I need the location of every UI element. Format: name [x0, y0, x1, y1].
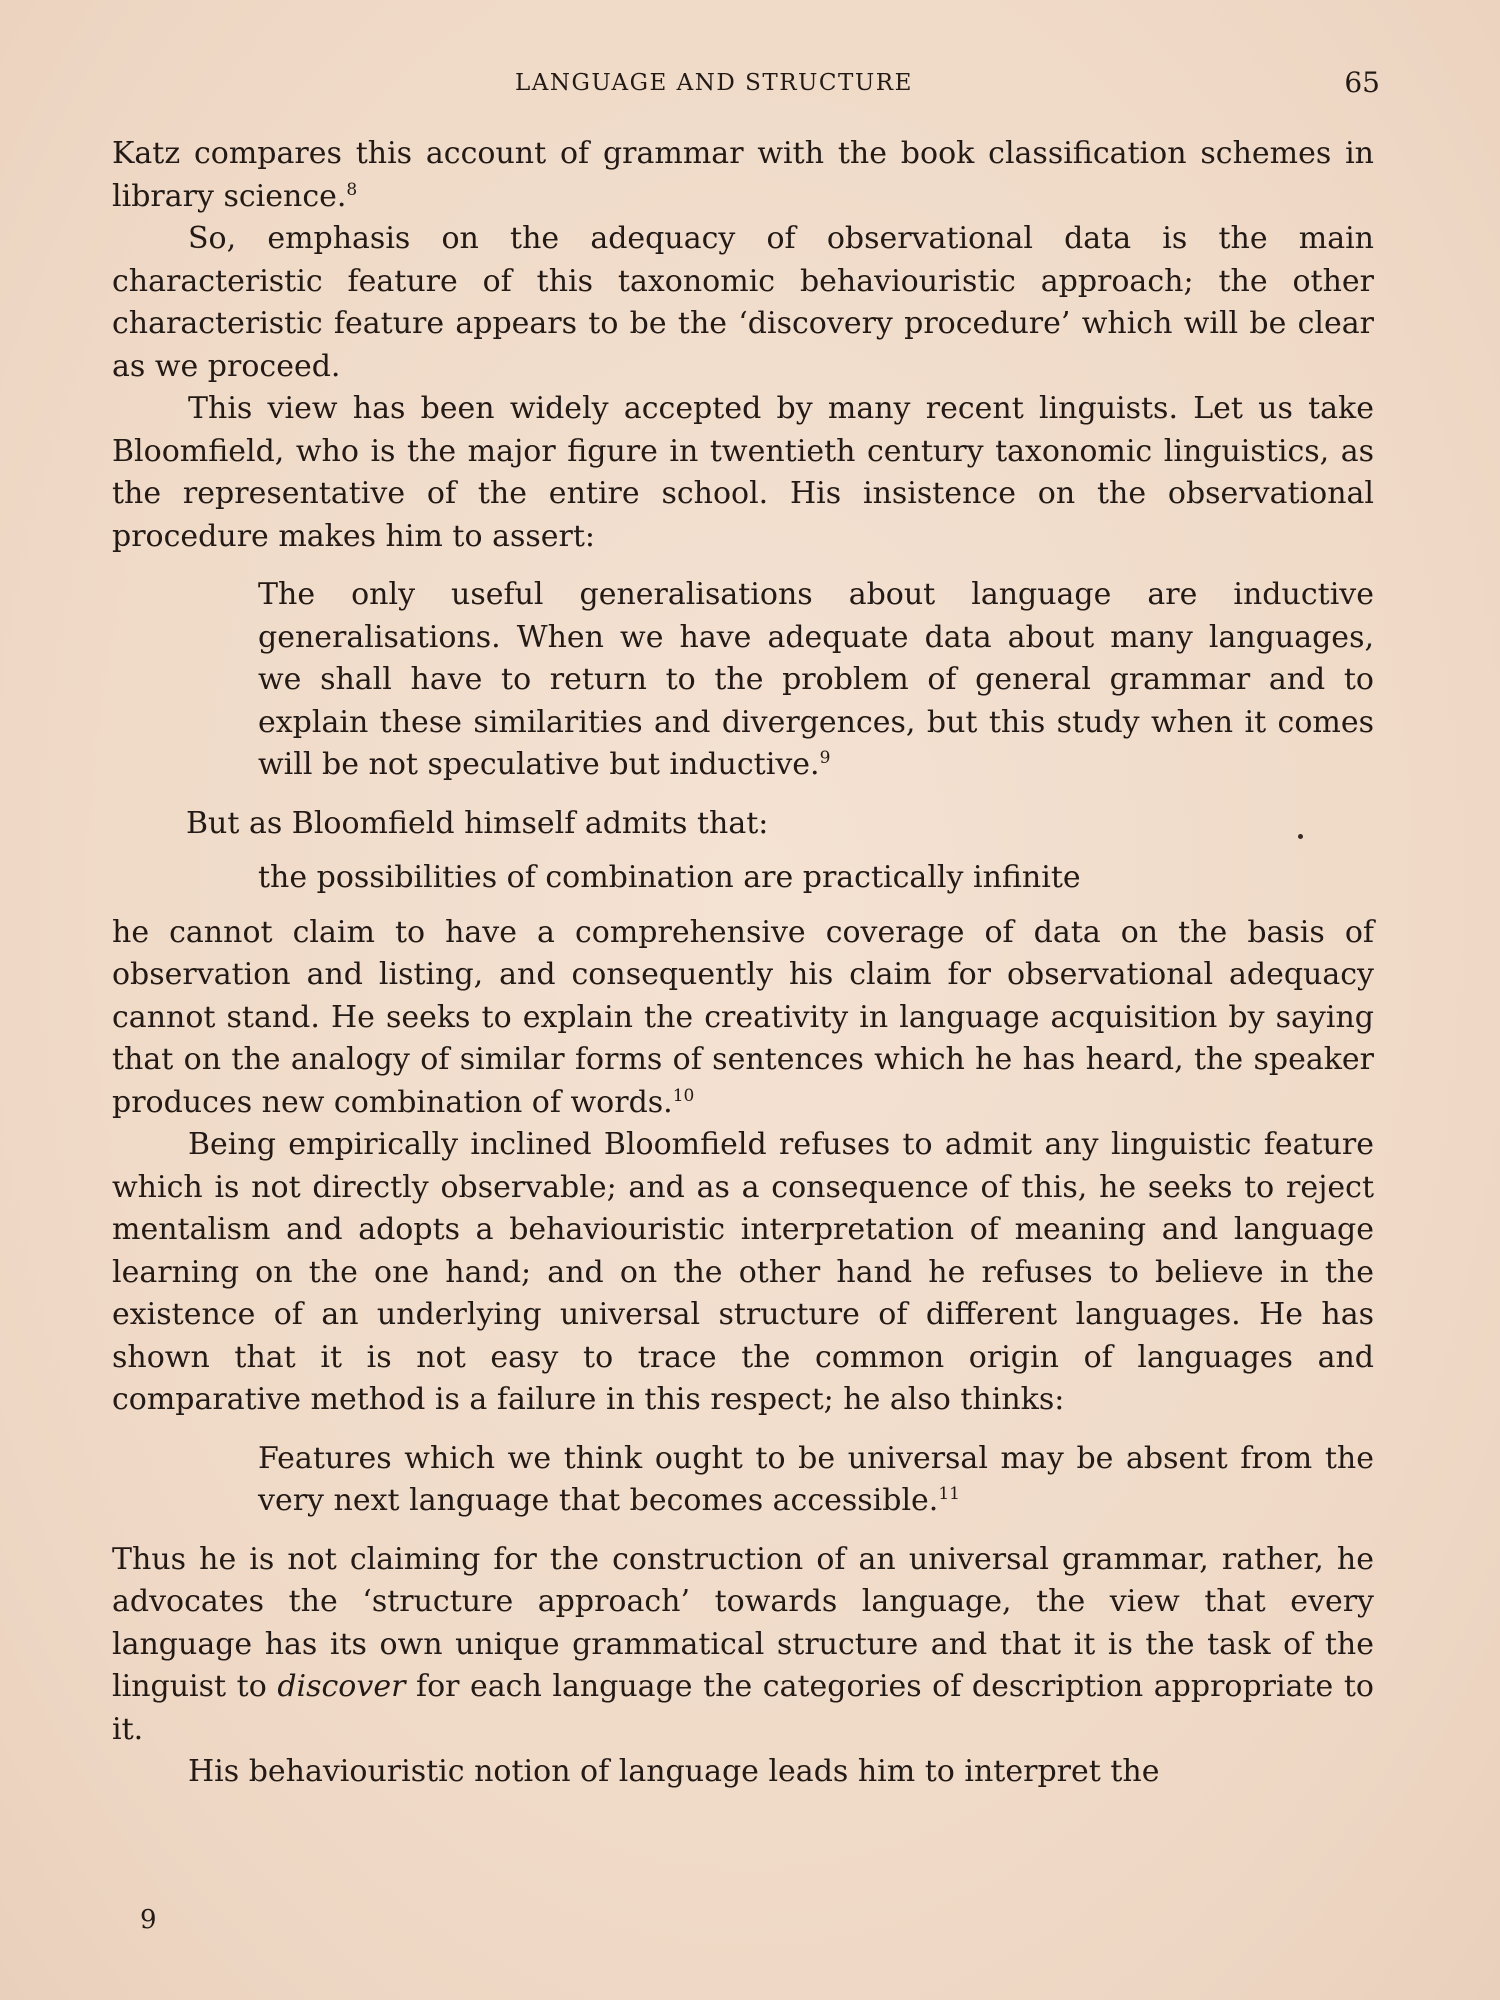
footnote-ref-9: 9	[819, 748, 831, 768]
body-text	[112, 133, 1374, 1794]
page-header	[110, 66, 1380, 106]
paragraph-bloomfield: This view has been widely accepted by many recent linguists. Let us take Bloomfield, who is the major figure in twentieth century taxonomic linguistics, as the representative of the entire school. His insistence on the observational procedure makes him to assert:	[112, 391, 1374, 554]
paragraph-behaviouristic: His behaviouristic notion of language leads him to interpret the	[188, 1754, 1160, 1789]
block-quote-combination: the possibilities of combination are practically infinite	[258, 860, 1081, 895]
footnote-ref-8: 8	[346, 179, 358, 200]
running-title: LANGUAGE AND STRUCTURE	[515, 70, 913, 96]
paragraph-admits: But as Bloomfield himself admits that:	[186, 805, 769, 841]
paragraph-emphasis: So, emphasis on the adequacy of observational data is the main characteristic feature of this taxonomic behaviouristic approach; the other characteristic feature appears to be the ‘discovery procedure’ which will be clear as we proceed.	[112, 221, 1374, 384]
block-quote-universal: Features which we think ought to be universal may be absent from the very next language that becomes accessible.$^{11}$	[258, 1440, 1374, 1518]
ink-speck	[1298, 834, 1303, 839]
footnote-ref-11: 11	[938, 1484, 960, 1504]
block-quote-inductive: The only useful generalisations about language are inductive generalisations. When we have adequate data about many languages, we shall have to return to the problem of general grammar and to explain these similarities and divergences, but this study when it comes will be not speculative but inductive.$^9$	[258, 577, 1374, 782]
page-number: 65	[1344, 66, 1380, 99]
signature-mark: 9	[140, 1905, 157, 1935]
paragraph-empirical: Being empirically inclined Bloomfield refuses to admit any linguistic feature which is not directly observable; and as a consequence of this, he seeks to reject mentalism and adopts a behaviouristic interpretation of meaning and language learning on the one hand; and on the other hand he refuses to believe in the existence of an underlying universal structure of different languages. He has shown that it is not easy to trace the common origin of languages and comparative method is a failure in this respect; he also thinks:	[112, 1127, 1374, 1417]
paragraph-structure-approach: Thus he is not claiming for the construction of an universal grammar, rather, he advocates the ‘structure approach’ towards language, the view that every language has its own unique grammatical structure and that it is the task of the linguist to discover for each language the categories of description appropriate to it.	[112, 1541, 1374, 1747]
emphasis-discover: discover	[277, 1669, 406, 1704]
paragraph-katz: Katz compares this account of grammar with the book classification schemes in library science.$^8$	[112, 136, 1374, 214]
footnote-ref-10: 10	[672, 1085, 695, 1106]
paragraph-coverage: he cannot claim to have a comprehensive coverage of data on the basis of observation and listing, and consequently his claim for observational adequacy cannot stand. He seeks to explain the creativity in language acquisition by saying that on the analogy of similar forms of sentences which he has heard, the speaker produces new combination of words.$^{10}$	[112, 914, 1374, 1120]
